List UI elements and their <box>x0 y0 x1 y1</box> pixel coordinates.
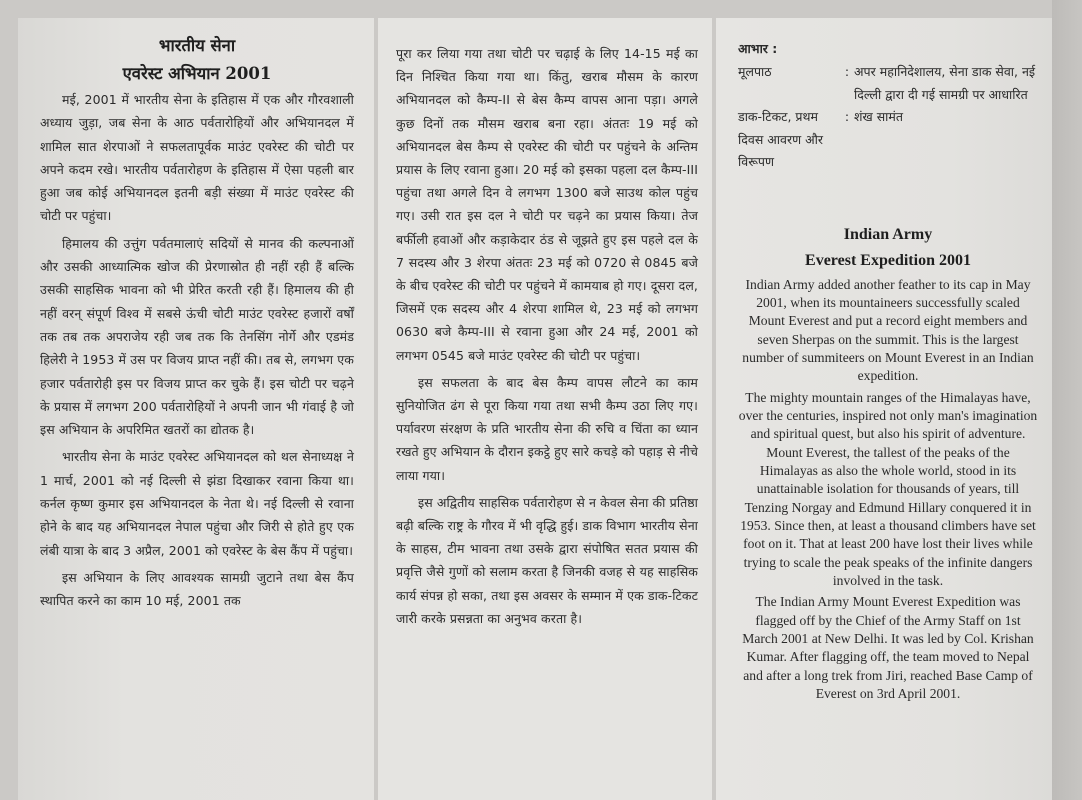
english-title-line1: Indian Army <box>843 225 933 243</box>
ack-label-stamp: डाक-टिकट, प्रथम दिवस आवरण और विरूपण <box>738 109 823 169</box>
acknowledgement-title: आभार : <box>738 41 778 56</box>
english-paragraph-1: Indian Army added another feather to its cap in May 2001, when its mountaineers successfully scaled Mount Everest and put a record eight members and seven Sherpas on the summit. This is the largest number of summiteers on Mount Everest in an Indian expedition. <box>742 276 1034 384</box>
english-paragraph-3: The Indian Army Mount Everest Expedition was flagged off by the Chief of the Army Staff on 1st March 2001 at New Delhi. It was led by Col. Krishan Kumar. After flagging off, the team moved to Nepal and after a long trek from Jiri, reached Base Camp of Everest on 3rd April 2001. <box>742 594 1034 702</box>
english-section <box>738 222 1038 704</box>
english-paragraph-2: The mighty mountain ranges of the Himalayas have, over the centuries, inspired not only man's imagination and spiritual quest, but also his spirit of adventure. Mount Everest, the tallest of the peaks of the Himalayas as also the whole world, stood in its unattainable isolation for thousands of years, till Tenzing Norgay and Edmund Hillary conquered it in 1953. Since then, at least a thousand climbers have set foot on it. That at least 200 have lost their lives while trying to scale the peak speaks of the infinite dangers involved in the task. <box>738 389 1038 588</box>
acknowledgement-section <box>738 40 1038 174</box>
left-panel-hindi <box>18 18 374 800</box>
ack-colon: : <box>844 109 850 124</box>
hindi-title-line1: भारतीय सेना <box>158 36 236 55</box>
ack-value-text: अपर महानिदेशालय, सेना डाक सेवा, नई दिल्ली द्वारा दी गई सामग्री पर आधारित <box>854 64 1036 102</box>
ack-row-text <box>738 61 1038 106</box>
page-edge-shadow <box>1052 0 1082 800</box>
middle-paragraph-1: पूरा कर लिया गया तथा चोटी पर चढ़ाई के लिए 14-15 मई का दिन निश्चित किया गया था। किंतु, खराब मौसम के कारण अभियानदल को कैम्प-II से बेस कैम्प वापस आना पड़ा। अगले कुछ दिनों तक मौसम खराब बना रहा। अंततः 19 मई को अभियानदल बेस कैम्प से एवरेस्ट की चोटी पर पहुंचने के अन्तिम प्रयास के लिए रवाना हुआ। 20 मई को इसका पहला दल कैम्प-III पहुंचा तथा अगले दिन वे लगभग 1300 बजे साउथ कोल पहुंच गए। उसी रात इस दल ने चोटी पर चढ़ने का प्रयास किया। तेज बर्फीली हवाओं और कड़ाकेदार ठंड से जूझते हुए इस पहले दल के 7 सदस्य और 3 शेरपा अंततः 23 मई को 0720 से 0845 बजे के बीच एवरेस्ट की चोटी पर पहुंचने में कामयाब हो गए। दूसरा दल, जिसमें एक सदस्य और 4 शेरपा शामिल थे, 23 मई को लगभग 0630 बजे कैम्प-III से रवाना हुआ और 24 मई, 2001 को लगभग 0545 बजे माउंट एवरेस्ट की चोटी पर पहुंचा। <box>396 46 698 363</box>
ack-row-stamp <box>738 106 1038 174</box>
right-panel <box>716 18 1052 800</box>
left-paragraph-4: इस अभियान के लिए आवश्यक सामग्री जुटाने तथा बेस कैंप स्थापित करने का काम 10 मई, 2001 तक <box>40 569 354 609</box>
left-paragraph-1: मई, 2001 में भारतीय सेना के इतिहास में एक और गौरवशाली अध्याय जुड़ा, जब सेना के आठ पर्वतारोहियों और अभियानदल में शामिल सात शेरपाओं ने सफलतापूर्वक माउंट एवरेस्ट की चोटी पर अपने कदम रखे। भारतीय पर्वतारोहण के इतिहास में ऐसा पहली बार हुआ जब कोई अभियानदल इतनी बड़ी संख्या में माउंट एवरेस्ट की चोटी पर पहुंचा। <box>40 92 354 224</box>
middle-paragraph-2: इस सफलता के बाद बेस कैम्प वापस लौटने का काम सुनियोजित ढंग से पूरा किया गया तथा सभी कैम्प उठा लिए गए। पर्यावरण संरक्षण के प्रति भारतीय सेना की रुचि व चिंता का ध्यान रखते हुए अभियान के दौरान इकट्ठे हुए सारे कचड़े को पहाड़ से नीचे लाया गया। <box>396 374 698 483</box>
ack-value-stamp: शंख सामंत <box>854 109 903 124</box>
middle-panel-hindi <box>378 18 712 800</box>
left-paragraph-3: भारतीय सेना के माउंट एवरेस्ट अभियानदल को थल सेनाध्यक्ष ने 1 मार्च, 2001 को नई दिल्ली से झंडा दिखाकर रवाना किया था। कर्नल कृष्ण कुमार इस अभियानदल के नेता थे। नई दिल्ली से रवाना होने के बाद यह अभियानदल नेपाल पहुंचा और जिरी से होते हुए एक लंबी यात्रा के बाद 3 अप्रैल, 2001 को एवरेस्ट के बेस कैंप में पहुंचा। <box>40 449 354 558</box>
left-paragraph-2: हिमालय की उत्तुंग पर्वतमालाएं सदियों से मानव की कल्पनाओं और उसकी आध्यात्मिक खोज की प्रेरणास्रोत ही नहीं रही हैं बल्कि उसकी साहसिक भावना को भी प्रेरित करती रही हैं। हिमालय की ही नहीं वरन् संपूर्ण विश्व में सबसे ऊंची चोटी माउंट एवरेस्ट हजारों वर्षों तक तब तक अपराजेय रही जब तक कि तेनसिंग नोर्गे और एडमंड हिलेरी ने 1953 में उस पर विजय प्राप्त नहीं की। तब से, लगभग एक हजार पर्वतारोही इस पर विजय प्राप्त कर चुके हैं। इस चोटी पर चढ़ने के प्रयास में लगभग 200 पर्वतारोहियों ने अपनी जान भी गंवाई है जो इस अभियान के अपरिमित खतरों का द्योतक है। <box>40 235 354 438</box>
ack-label-text: मूलपाठ <box>738 64 772 79</box>
middle-paragraph-3: इस अद्वितीय साहसिक पर्वतारोहण से न केवल सेना की प्रतिष्ठा बढ़ी बल्कि राष्ट्र के गौरव में भी वृद्धि हुई। डाक विभाग भारतीय सेना के साहस, टीम भावना तथा उसके द्वारा संपोषित सतत प्रयास की प्रवृत्ति जैसे गुणों को सलाम करता है जिनकी वजह से यह साहसिक कार्य संपन्न हो सका, तथा इस अवसर के सम्मान में एक डाक-टिकट जारी करके प्रसन्नता का अनुभव करता है। <box>396 494 698 626</box>
ack-colon: : <box>844 64 850 79</box>
english-title-line2: Everest Expedition 2001 <box>805 251 971 269</box>
hindi-title-line2: एवरेस्ट अभियान 2001 <box>122 64 272 83</box>
